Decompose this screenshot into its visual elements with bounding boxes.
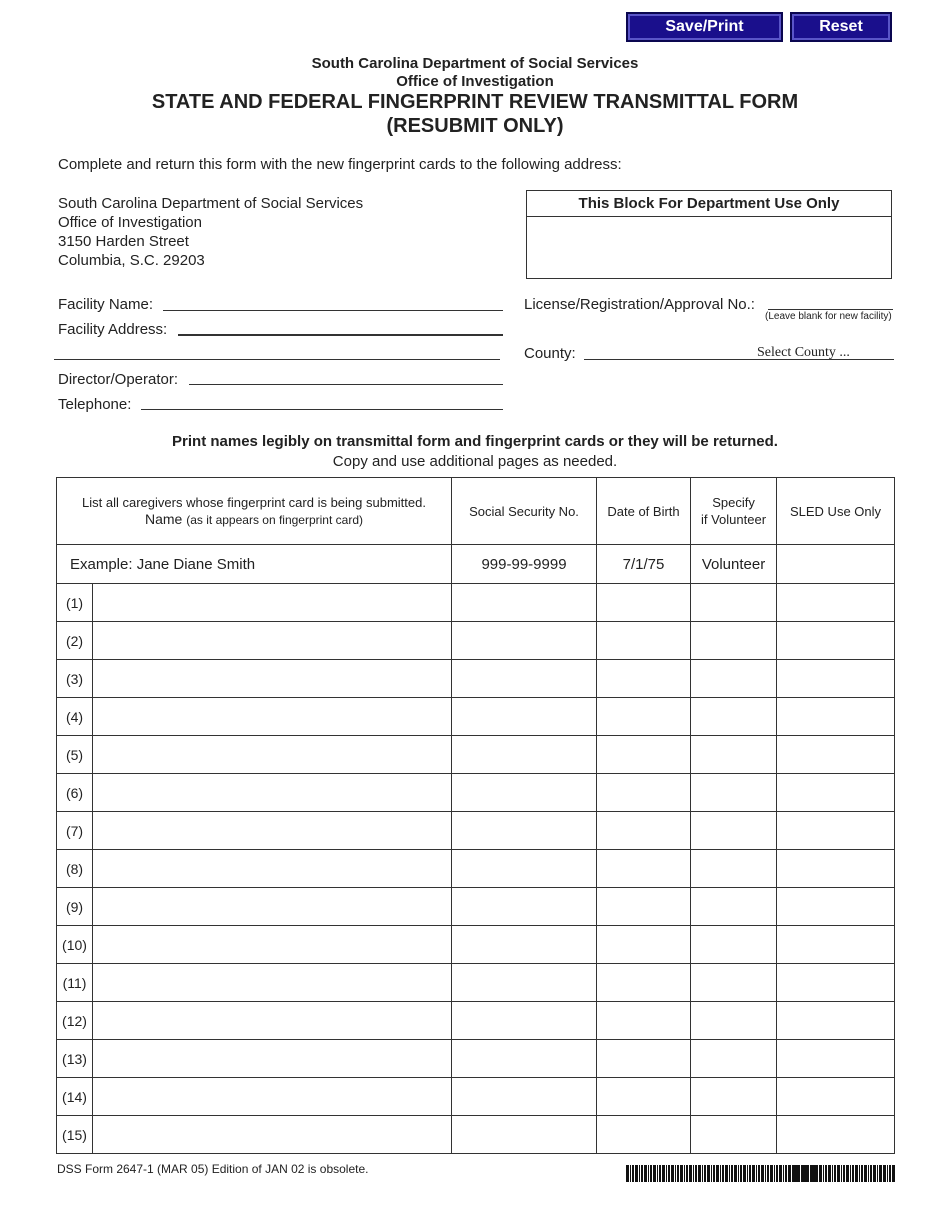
caregiver-name-cell[interactable] bbox=[93, 812, 452, 850]
ssn-cell[interactable] bbox=[452, 1116, 597, 1154]
volunteer-cell[interactable] bbox=[691, 812, 777, 850]
ssn-column-header: Social Security No. bbox=[452, 478, 597, 545]
table-row bbox=[57, 1040, 895, 1078]
address-line: South Carolina Department of Social Services bbox=[58, 195, 364, 212]
barcode-bar bbox=[765, 1165, 766, 1182]
barcode-bar bbox=[758, 1165, 760, 1182]
barcode-bar bbox=[801, 1165, 804, 1182]
row-number: (1) bbox=[57, 584, 93, 622]
dob-cell[interactable] bbox=[597, 1116, 691, 1154]
telephone-field[interactable] bbox=[141, 409, 503, 410]
barcode-bar bbox=[657, 1165, 658, 1182]
barcode-bar bbox=[747, 1165, 748, 1182]
barcode-bar bbox=[887, 1165, 888, 1182]
example-volunteer: Volunteer bbox=[691, 545, 777, 584]
row-number: (14) bbox=[57, 1078, 93, 1116]
agency-name: South Carolina Department of Social Services bbox=[311, 55, 639, 72]
county-label: County: bbox=[524, 345, 576, 362]
address-line: Columbia, S.C. 29203 bbox=[58, 252, 205, 269]
form-subtitle: (RESUBMIT ONLY) bbox=[386, 115, 564, 137]
volunteer-cell[interactable] bbox=[691, 964, 777, 1002]
barcode-bar bbox=[632, 1165, 634, 1182]
barcode-bar bbox=[666, 1165, 667, 1182]
barcode-bar bbox=[734, 1165, 737, 1182]
dob-cell[interactable] bbox=[597, 698, 691, 736]
dob-cell[interactable] bbox=[597, 1002, 691, 1040]
row-number: (5) bbox=[57, 736, 93, 774]
barcode-bar bbox=[761, 1165, 764, 1182]
name-header-line1: List all caregivers whose fingerprint card is being submitted. bbox=[82, 494, 426, 510]
barcode-bar bbox=[695, 1165, 697, 1182]
barcode-bar bbox=[785, 1165, 787, 1182]
facility-name-label: Facility Name: bbox=[58, 296, 154, 313]
ssn-cell[interactable] bbox=[452, 698, 597, 736]
dob-cell[interactable] bbox=[597, 1078, 691, 1116]
table-row bbox=[57, 888, 895, 926]
barcode-bar bbox=[731, 1165, 733, 1182]
telephone-label: Telephone: bbox=[58, 396, 132, 413]
row-number: (15) bbox=[57, 1116, 93, 1154]
ssn-cell[interactable] bbox=[452, 888, 597, 926]
caregiver-name-cell[interactable] bbox=[93, 1002, 452, 1040]
table-row bbox=[57, 1116, 895, 1154]
dob-cell[interactable] bbox=[597, 812, 691, 850]
volunteer-cell[interactable] bbox=[691, 584, 777, 622]
barcode-bar bbox=[650, 1165, 652, 1182]
barcode bbox=[792, 1165, 882, 1182]
license-field[interactable] bbox=[768, 309, 893, 310]
caregiver-table bbox=[56, 477, 895, 1154]
ssn-cell[interactable] bbox=[452, 736, 597, 774]
barcode-bar bbox=[825, 1165, 827, 1182]
barcode-bar bbox=[870, 1165, 872, 1182]
barcode-bar bbox=[743, 1165, 746, 1182]
example-sled bbox=[777, 545, 895, 584]
barcode-bar bbox=[686, 1165, 688, 1182]
ssn-cell[interactable] bbox=[452, 850, 597, 888]
dob-cell[interactable] bbox=[597, 850, 691, 888]
volunteer-cell[interactable] bbox=[691, 660, 777, 698]
barcode-bar bbox=[675, 1165, 676, 1182]
form-id: DSS Form 2647-1 (MAR 05) Edition of JAN 02 is obsolete. bbox=[57, 1162, 369, 1176]
row-number: (4) bbox=[57, 698, 93, 736]
sled-cell bbox=[777, 660, 895, 698]
barcode-bar bbox=[713, 1165, 715, 1182]
barcode-bar bbox=[630, 1165, 631, 1182]
reset-button[interactable]: Reset bbox=[790, 12, 892, 42]
dob-cell[interactable] bbox=[597, 774, 691, 812]
barcode-bar bbox=[677, 1165, 679, 1182]
dob-cell[interactable] bbox=[597, 1040, 691, 1078]
instructions-normal: Copy and use additional pages as needed. bbox=[332, 453, 618, 470]
barcode-bar bbox=[832, 1165, 833, 1182]
example-row bbox=[57, 545, 895, 584]
barcode-bar bbox=[698, 1165, 701, 1182]
barcode-bar bbox=[671, 1165, 674, 1182]
address-line: Office of Investigation bbox=[58, 214, 202, 231]
volunteer-cell[interactable] bbox=[691, 888, 777, 926]
facility-address-label: Facility Address: bbox=[58, 321, 168, 338]
sled-cell bbox=[777, 888, 895, 926]
barcode-bar bbox=[653, 1165, 656, 1182]
barcode-bar bbox=[859, 1165, 860, 1182]
ssn-cell[interactable] bbox=[452, 584, 597, 622]
caregiver-name-cell[interactable] bbox=[93, 584, 452, 622]
license-note: (Leave blank for new facility) bbox=[765, 311, 892, 322]
ssn-cell[interactable] bbox=[452, 1040, 597, 1078]
barcode-bar bbox=[889, 1165, 891, 1182]
row-number: (12) bbox=[57, 1002, 93, 1040]
barcode-bar bbox=[635, 1165, 638, 1182]
facility-name-field[interactable] bbox=[163, 310, 503, 311]
barcode-bar bbox=[819, 1165, 822, 1182]
volunteer-cell[interactable] bbox=[691, 1078, 777, 1116]
barcode-bar bbox=[704, 1165, 706, 1182]
volunteer-cell[interactable] bbox=[691, 622, 777, 660]
barcode-bar bbox=[662, 1165, 665, 1182]
dob-cell[interactable] bbox=[597, 584, 691, 622]
barcode bbox=[626, 1165, 819, 1182]
volunteer-header-line2: if Volunteer bbox=[700, 512, 767, 527]
example-ssn: 999-99-9999 bbox=[452, 545, 597, 584]
dob-cell[interactable] bbox=[597, 926, 691, 964]
department-use-block bbox=[526, 190, 892, 279]
barcode-bar bbox=[852, 1165, 854, 1182]
sled-cell bbox=[777, 1040, 895, 1078]
director-field[interactable] bbox=[189, 384, 503, 385]
example-dob: 7/1/75 bbox=[597, 545, 691, 584]
barcode-bar bbox=[883, 1165, 886, 1182]
row-number: (9) bbox=[57, 888, 93, 926]
barcode-bar bbox=[770, 1165, 773, 1182]
barcode-bar bbox=[725, 1165, 728, 1182]
barcode-bar bbox=[639, 1165, 640, 1182]
name-header-name: Name bbox=[145, 510, 187, 527]
barcode-bar bbox=[877, 1165, 878, 1182]
volunteer-cell[interactable] bbox=[691, 698, 777, 736]
barcode-bar bbox=[807, 1165, 809, 1182]
barcode-bar bbox=[680, 1165, 683, 1182]
sled-cell bbox=[777, 850, 895, 888]
barcode-bar bbox=[843, 1165, 845, 1182]
barcode-bar bbox=[720, 1165, 721, 1182]
barcode-bar bbox=[702, 1165, 703, 1182]
example-name: Example: Jane Diane Smith bbox=[57, 545, 452, 584]
sled-cell bbox=[777, 1002, 895, 1040]
barcode-bar bbox=[749, 1165, 751, 1182]
sled-cell bbox=[777, 1078, 895, 1116]
volunteer-cell[interactable] bbox=[691, 736, 777, 774]
table-row bbox=[57, 1002, 895, 1040]
county-select[interactable]: Select County ... bbox=[757, 345, 850, 360]
row-number: (8) bbox=[57, 850, 93, 888]
row-number: (10) bbox=[57, 926, 93, 964]
name-column-header bbox=[57, 478, 452, 545]
dob-cell[interactable] bbox=[597, 888, 691, 926]
caregiver-name-cell[interactable] bbox=[93, 622, 452, 660]
director-label: Director/Operator: bbox=[58, 371, 179, 388]
dob-cell[interactable] bbox=[597, 622, 691, 660]
caregiver-name-cell[interactable] bbox=[93, 1040, 452, 1078]
barcode-bar bbox=[880, 1165, 882, 1182]
caregiver-name-cell[interactable] bbox=[93, 698, 452, 736]
barcode-bar bbox=[722, 1165, 724, 1182]
save-print-button[interactable]: Save/Print bbox=[626, 12, 783, 42]
sled-cell bbox=[777, 698, 895, 736]
barcode-bar bbox=[823, 1165, 824, 1182]
caregiver-name-cell[interactable] bbox=[93, 774, 452, 812]
dob-cell[interactable] bbox=[597, 660, 691, 698]
name-header-line2 bbox=[57, 511, 451, 529]
table-row bbox=[57, 622, 895, 660]
barcode-bar bbox=[892, 1165, 895, 1182]
barcode-bar bbox=[861, 1165, 863, 1182]
volunteer-cell[interactable] bbox=[691, 850, 777, 888]
sled-cell bbox=[777, 964, 895, 1002]
barcode-bar bbox=[810, 1165, 813, 1182]
mailing-address bbox=[58, 194, 363, 270]
caregiver-name-cell[interactable] bbox=[93, 660, 452, 698]
table-row bbox=[57, 850, 895, 888]
barcode-bar bbox=[779, 1165, 782, 1182]
barcode-bar bbox=[684, 1165, 685, 1182]
barcode-bar bbox=[805, 1165, 806, 1182]
table-row bbox=[57, 964, 895, 1002]
barcode-bar bbox=[798, 1165, 800, 1182]
table-row bbox=[57, 926, 895, 964]
table-row bbox=[57, 1078, 895, 1116]
table-row bbox=[57, 584, 895, 622]
sled-cell bbox=[777, 736, 895, 774]
barcode-bar bbox=[689, 1165, 692, 1182]
office-name: Office of Investigation bbox=[396, 73, 554, 90]
row-number: (11) bbox=[57, 964, 93, 1002]
caregiver-name-cell[interactable] bbox=[93, 926, 452, 964]
barcode-bar bbox=[776, 1165, 778, 1182]
sled-cell bbox=[777, 584, 895, 622]
barcode-bar bbox=[796, 1165, 797, 1182]
barcode-bar bbox=[774, 1165, 775, 1182]
table-row bbox=[57, 774, 895, 812]
barcode-bar bbox=[738, 1165, 739, 1182]
volunteer-header-line1: Specify bbox=[712, 495, 755, 510]
sled-column-header: SLED Use Only bbox=[777, 478, 895, 545]
barcode-bar bbox=[729, 1165, 730, 1182]
row-number: (6) bbox=[57, 774, 93, 812]
caregiver-name-cell[interactable] bbox=[93, 964, 452, 1002]
barcode-bar bbox=[641, 1165, 643, 1182]
barcode-bar bbox=[828, 1165, 831, 1182]
sled-cell bbox=[777, 774, 895, 812]
barcode-bar bbox=[648, 1165, 649, 1182]
facility-address-line2-field[interactable] bbox=[54, 359, 500, 360]
barcode-bar bbox=[716, 1165, 719, 1182]
caregiver-name-cell[interactable] bbox=[93, 888, 452, 926]
ssn-cell[interactable] bbox=[452, 1078, 597, 1116]
name-header-note: (as it appears on fingerprint card) bbox=[186, 512, 363, 527]
caregiver-name-cell[interactable] bbox=[93, 1078, 452, 1116]
caregiver-name-cell[interactable] bbox=[93, 850, 452, 888]
ssn-cell[interactable] bbox=[452, 622, 597, 660]
barcode-bar bbox=[868, 1165, 869, 1182]
table-row bbox=[57, 736, 895, 774]
volunteer-cell[interactable] bbox=[691, 774, 777, 812]
dob-column-header: Date of Birth bbox=[597, 478, 691, 545]
barcode-bar bbox=[752, 1165, 755, 1182]
barcode-bar bbox=[740, 1165, 742, 1182]
table-row bbox=[57, 812, 895, 850]
ssn-cell[interactable] bbox=[452, 964, 597, 1002]
instructions-bold: Print names legibly on transmittal form and fingerprint cards or they will be returned. bbox=[172, 433, 778, 450]
ssn-cell[interactable] bbox=[452, 774, 597, 812]
barcode-bar bbox=[816, 1165, 818, 1182]
table-row bbox=[57, 698, 895, 736]
barcode-bar bbox=[707, 1165, 710, 1182]
address-line: 3150 Harden Street bbox=[58, 233, 189, 250]
barcode-bar bbox=[767, 1165, 769, 1182]
form-title: STATE AND FEDERAL FINGERPRINT REVIEW TRANSMITTAL FORM bbox=[151, 91, 799, 113]
caregiver-name-cell[interactable] bbox=[93, 736, 452, 774]
dob-cell[interactable] bbox=[597, 736, 691, 774]
volunteer-column-header bbox=[691, 478, 777, 545]
barcode bbox=[880, 1165, 896, 1182]
barcode-bar bbox=[659, 1165, 661, 1182]
intro-text: Complete and return this form with the new fingerprint cards to the following address: bbox=[58, 156, 622, 173]
sled-cell bbox=[777, 812, 895, 850]
volunteer-cell[interactable] bbox=[691, 926, 777, 964]
ssn-cell[interactable] bbox=[452, 660, 597, 698]
barcode-bar bbox=[644, 1165, 647, 1182]
table-header-row bbox=[57, 478, 895, 545]
barcode-bar bbox=[792, 1165, 795, 1182]
barcode-bar bbox=[756, 1165, 757, 1182]
volunteer-cell[interactable] bbox=[691, 1040, 777, 1078]
ssn-cell[interactable] bbox=[452, 812, 597, 850]
department-use-title: This Block For Department Use Only bbox=[527, 191, 891, 217]
sled-cell bbox=[777, 622, 895, 660]
ssn-cell[interactable] bbox=[452, 926, 597, 964]
barcode-bar bbox=[693, 1165, 694, 1182]
barcode-bar bbox=[834, 1165, 836, 1182]
sled-cell bbox=[777, 1116, 895, 1154]
barcode-bar bbox=[841, 1165, 842, 1182]
volunteer-cell[interactable] bbox=[691, 1116, 777, 1154]
barcode-bar bbox=[846, 1165, 849, 1182]
volunteer-cell[interactable] bbox=[691, 1002, 777, 1040]
table-row bbox=[57, 660, 895, 698]
row-number: (3) bbox=[57, 660, 93, 698]
ssn-cell[interactable] bbox=[452, 1002, 597, 1040]
facility-address-field[interactable] bbox=[178, 334, 503, 336]
barcode-bar bbox=[837, 1165, 840, 1182]
license-label: License/Registration/Approval No.: bbox=[524, 296, 755, 313]
barcode-bar bbox=[668, 1165, 670, 1182]
caregiver-name-cell[interactable] bbox=[93, 1116, 452, 1154]
row-number: (2) bbox=[57, 622, 93, 660]
barcode-bar bbox=[788, 1165, 791, 1182]
barcode-bar bbox=[814, 1165, 815, 1182]
barcode-bar bbox=[783, 1165, 784, 1182]
row-number: (7) bbox=[57, 812, 93, 850]
barcode-bar bbox=[711, 1165, 712, 1182]
dob-cell[interactable] bbox=[597, 964, 691, 1002]
barcode-bar bbox=[855, 1165, 858, 1182]
barcode-bar bbox=[864, 1165, 867, 1182]
sled-cell bbox=[777, 926, 895, 964]
row-number: (13) bbox=[57, 1040, 93, 1078]
barcode-bar bbox=[873, 1165, 876, 1182]
barcode-bar bbox=[850, 1165, 851, 1182]
barcode-bar bbox=[626, 1165, 629, 1182]
